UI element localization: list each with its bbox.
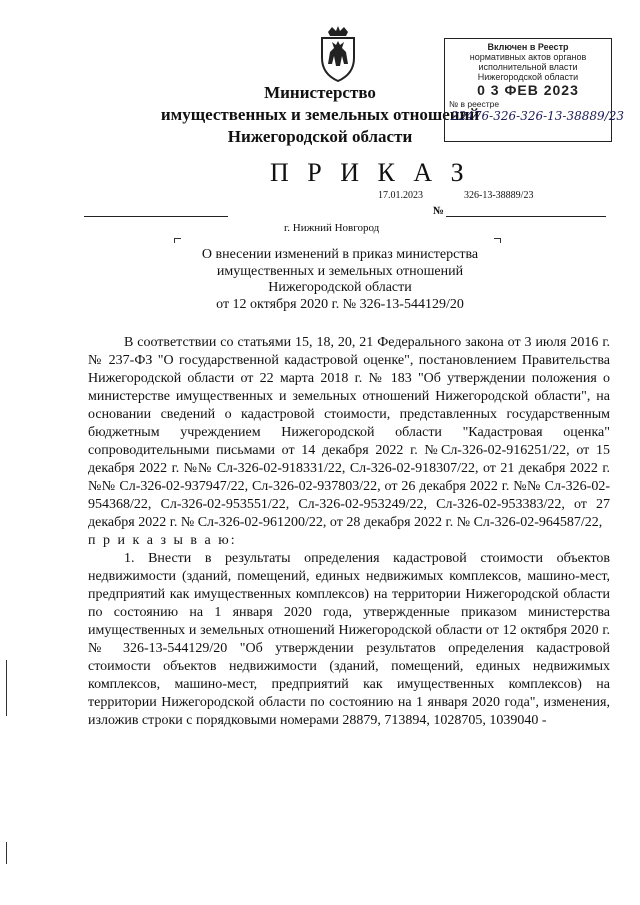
document-subject — [180, 247, 500, 313]
stamp-line-2: нормативных актов органов — [469, 52, 587, 62]
stamp-registry-label: № в реестре — [449, 99, 500, 109]
stamp-handwritten-number: 22476-326-326-13-38889/23 — [451, 109, 624, 123]
document-number: 326-13-38889/23 — [464, 190, 534, 201]
subject-corner-right — [494, 238, 501, 243]
coat-of-arms-icon — [314, 26, 362, 82]
left-margin-mark-lower — [6, 842, 7, 864]
registry-stamp — [444, 38, 624, 142]
document-type-title: П Р И К А З — [270, 158, 470, 187]
subject-line-4: от 12 октября 2020 г. № 326-13-544129/20 — [216, 296, 464, 312]
document-city: г. Нижний Новгород — [284, 222, 380, 234]
subject-line-1: О внесении изменений в приказ министерства — [201, 247, 479, 262]
subject-line-3: Нижегородской области — [268, 280, 412, 295]
item-1-paragraph: 1. Внести в результаты определения кадастровой стоимости объектов недвижимости (зданий, помещений, единых недвижимых комплексов, машино-мест, предприятий как имущественных комплексов) на территории Нижегородской области по состоянию на 1 января 2020 года, утвержденные приказом министерства имущественных и земельных отношений Нижегородской области от 12 октября 2020 г. № 326-13-544129/20 "Об утверждении результатов определения кадастровой стоимости объектов недвижимости (зданий, помещений, единых недвижимых комплексов, машино-мест, предприятий как имущественных комплексов) на территории Нижегородской области по состоянию на 1 января 2020 года", изменения, изложив строки с порядковыми номерами 28879, 713894, 1028705, 1039040 - — [88, 551, 610, 728]
stamp-date: 0 3 ФЕВ 2023 — [477, 82, 579, 98]
subject-corner-left — [174, 238, 181, 243]
number-underline — [446, 216, 606, 217]
ministry-name-line-3: Нижегородской области — [227, 127, 413, 146]
stamp-line-1: Включен в Реестр — [487, 42, 569, 52]
preamble-paragraph: В соответствии со статьями 15, 18, 20, 21 Федерального закона от 3 июля 2016 г. № 237-ФЗ "О государственной кадастровой оценке", постановлением Правительства Нижегородской области от 22 марта 2018 г. № 183 "Об утверждении положения о министерстве имущественных и земельных отношений Нижегородской области", на основании сведений о кадастровой стоимости, представленных государственным бюджетным учреждением Нижегородской области "Кадастровая оценка" сопроводительными письмами от 14 декабря 2022 г. №Сл-326-02-916251/22, от 15 декабря 2022 г. №№ Сл-326-02-918331/22, Сл-326-02-918307/22, от 21 декабря 2022 г. №№ Сл-326-02-937947/22, Сл-326-02-937803/22, от 26 декабря 2022 г. №№ Сл-326-02-954368/22, Сл-326-02-953551/22, Сл-326-02-953249/22, Сл-326-02-953383/22, от 27 декабря 2022 г. № Сл-326-02-961200/22, от 28 декабря 2022 г. № Сл-326-02-964587/22, — [88, 335, 610, 530]
subject-line-2: имущественных и земельных отношений — [216, 263, 464, 279]
number-sign: № — [433, 205, 445, 217]
order-word: п р и к а з ы в а ю: — [88, 533, 237, 548]
date-underline — [84, 216, 228, 217]
stamp-line-4: Нижегородской области — [477, 72, 579, 82]
document-date: 17.01.2023 — [378, 190, 423, 201]
ministry-name-line-2: имущественных и земельных отношений — [160, 105, 480, 124]
ministry-name-line-1: Министерство — [264, 83, 376, 102]
document-body — [88, 334, 610, 730]
left-margin-mark — [6, 660, 7, 716]
stamp-line-3: исполнительной власти — [478, 62, 578, 72]
